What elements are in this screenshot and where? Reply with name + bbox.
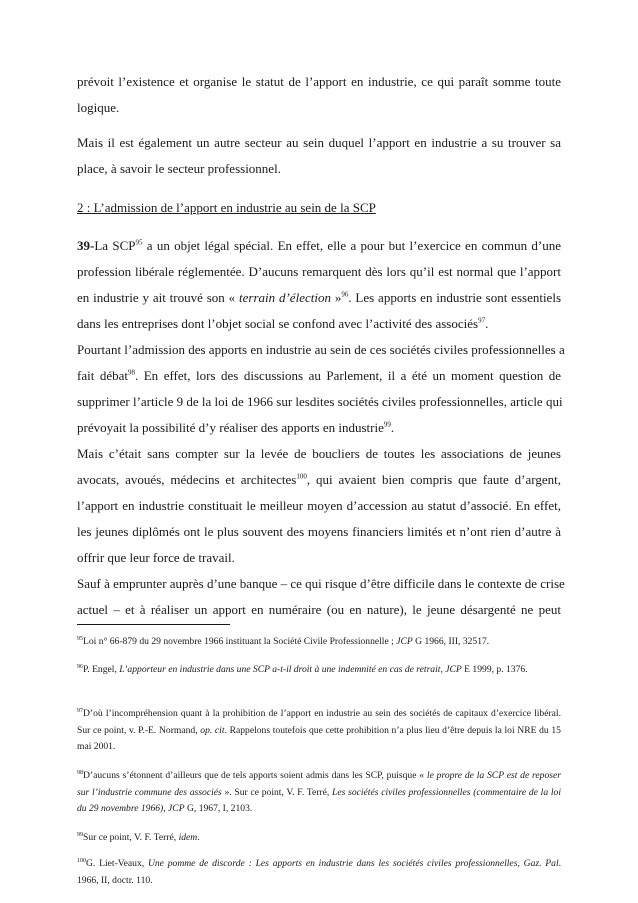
text-line: dans les entreprises dont l’objet social se confond avec l’activité des associés$^{97}$. (77, 316, 489, 331)
text-line: actuel – et à réaliser un apport en numéraire (ou en nature), le jeune désargenté ne peut (77, 602, 561, 617)
section-heading: 2 : L’admission de l’apport en industrie au sein de la SCP (77, 200, 376, 215)
footnote-ref: 100 (296, 472, 307, 481)
footnote-number: 100 (77, 857, 86, 864)
footnote-99: $^{99}$Sur ce point, V. F. Terré, idem. (77, 831, 200, 843)
footnote-ref: 97 (478, 316, 486, 325)
text-line: prévoyait la possibilité d’y réaliser des apports en industrie$^{99}$. (77, 420, 395, 435)
footnote-separator (77, 624, 230, 625)
text-line: supprimer l’article 9 de la loi de 1966 sur lesdites sociétés civiles professionnelles, article qui (77, 394, 563, 409)
text-line: 39-La SCP$^{95}$ a un objet légal spécial. En effet, elle a pour but l’exercice en commun d’une (77, 238, 561, 253)
text-line: les jeunes diplômés ont le plus souvent des moyens financiers limités et n’ont rien d’autre à (77, 524, 561, 539)
footnote-number: 99 (77, 831, 83, 838)
footnote-number: 96 (77, 663, 83, 670)
text-line: avocats, avoués, médecins et architectes$^{100}$, qui avaient bien compris que faute d’argent, (77, 472, 561, 487)
footnote-number: 95 (77, 635, 83, 642)
text-line: Mais c’était sans compter sur la levée de boucliers de toutes les associations de jeunes (77, 446, 561, 461)
paragraph-number: 39- (77, 238, 95, 253)
text-line: profession libérale réglementée. D’aucuns remarquent dès lors qu’il est normal que l’apport (77, 264, 561, 279)
footnote-ref: 96 (341, 290, 349, 299)
footnote-number: 98 (77, 769, 83, 776)
text-line: Mais il est également un autre secteur au sein duquel l’apport en industrie a su trouver sa (77, 135, 561, 150)
footnote-number: 97 (77, 707, 83, 714)
footnote-ref: 99 (383, 420, 391, 429)
footnote-100: $^{100}$G. Liet-Veaux, Une pomme de discorde : Les apports en industrie dans les sociétés civiles professionnelles, Gaz. Pal. 1966, II, doctr. 110. (77, 857, 562, 886)
footnote-ref: 95 (135, 238, 143, 247)
text-line: prévoit l’existence et organise le statut de l’apport en industrie, ce qui paraît somme toute (77, 74, 561, 89)
text-line: en industrie y ait trouvé son « terrain d’élection »$^{96}$. Les apports en industrie sont essentiels (77, 290, 562, 305)
footnote-97: $^{97}$D’où l’incompréhension quant à la prohibition de l’apport en industrie au sein des sociétés de capitaux d’exercice libéral. Sur ce point, v. P.-E. Normand, op. cit. Rappelons toutefois que cette prohibition n’a plus lieu d’être depuis la loi NRE du 15 mai 2001. (77, 707, 561, 752)
footnote-95: $^{95}$Loi n° 66-879 du 29 novembre 1966 instituant la Société Civile Professionnelle ; JCP G 1966, III, 32517. (77, 635, 490, 647)
text-line: logique. (77, 100, 120, 115)
text-line: l’apport en industrie constituait le meilleur moyen d’accession au statut d’associé. En effet, (77, 498, 561, 513)
footnote-98: $^{98}$D’aucuns s’étonnent d’ailleurs que de tels apports soient admis dans les SCP, puisque « le propre de la SCP est de reposer sur l’industrie commune des associés ». Sur ce point, V. F. Terré, Les sociétés civiles professionnelles (commentaire de la loi du 29 novembre 1966), JCP G, 1967, I, 2103. (77, 769, 561, 814)
text-line: fait débat$^{98}$. En effet, lors des discussions au Parlement, il a été un moment question de (77, 368, 561, 383)
text-line: Sauf à emprunter auprès d’une banque – ce qui risque d’être difficile dans le contexte de crise (77, 576, 565, 591)
text-line: Pourtant l’admission des apports en industrie au sein de ces sociétés civiles professionnelles a (77, 342, 565, 357)
footnote-96: $^{96}$P. Engel, L’apporteur en industrie dans une SCP a-t-il droit à une indemnité en cas de retrait, JCP E 1999, p. 1376. (77, 663, 528, 675)
text-line: place, à savoir le secteur professionnel. (77, 161, 281, 176)
text-line: offrir que leur force de travail. (77, 550, 235, 565)
footnote-ref: 98 (127, 368, 135, 377)
